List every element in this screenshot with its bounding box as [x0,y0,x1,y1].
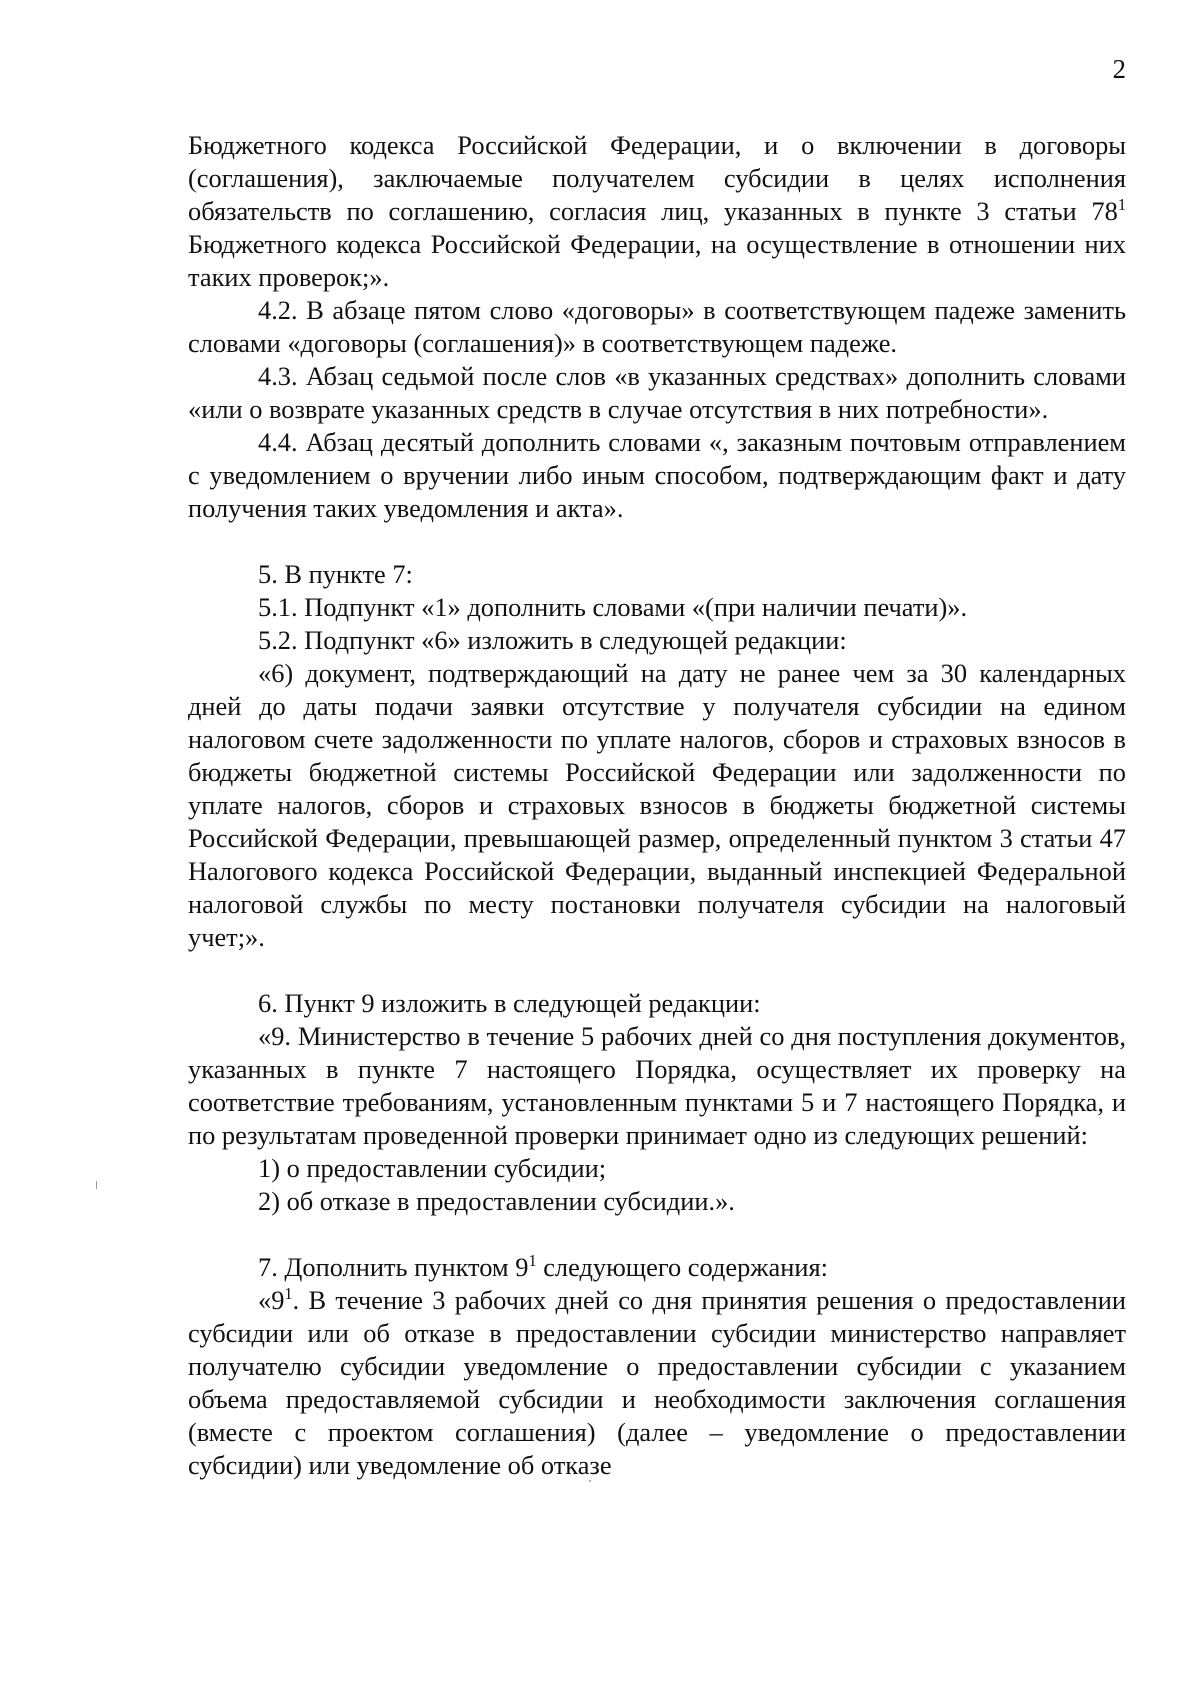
paragraph-text: 6. Пункт 9 изложить в следующей редакции: [258,988,761,1018]
paragraph [188,426,1126,525]
paragraph-text: 5.2. Подпункт «6» изложить в следующей редакции: [258,625,847,655]
paragraph-text: 4.2. В абзаце пятом слово «договоры» в соответствующем падеже заменить словами «договоры (соглашения)» в соответствующем падеже. [188,295,1126,358]
paragraph [188,360,1126,426]
paragraph-text: 4.4. Абзац десятый дополнить словами «, заказным почтовым отправлением с уведомлением о вручении либо иным способом, подтверждающим факт и дату получения таких уведомления и акта». [188,427,1126,523]
paragraph [188,591,1126,624]
document-body [188,129,1126,1482]
paragraph-text: 2) об отказе в предоставлении субсидии.». [258,1186,735,1216]
paragraph [188,129,1126,294]
paragraph-text: 5.1. Подпункт «1» дополнить словами «(при наличии печати)». [258,592,968,622]
scan-speck [589,1480,591,1482]
paragraph [188,1251,1126,1284]
paragraph-text: 1) о предоставлении субсидии; [258,1153,607,1183]
paragraph [188,624,1126,657]
list-item [188,1152,1126,1185]
scan-speck [96,1181,97,1189]
paragraph-text: . В течение 3 рабочих дней со дня принятия решения о предоставлении субсидии или об отказе в предоставлении субсидии министерство направляет получателю субсидии уведомление о предоставлении субсидии с указанием объема предоставляемой субсидии и необходимости заключения соглашения (вместе с проектом соглашения) (далее – уведомление о предоставлении субсидии) или уведомление об отказе [188,1285,1126,1480]
paragraph [188,558,1126,591]
paragraph [188,987,1126,1020]
paragraph-text: Бюджетного кодекса Российской Федерации, и о включении в договоры (соглашения), заключаемые получателем субсидии в целях исполнения обязательств по соглашению, согласия лиц, указанных в пункте 3 статьи 78 [188,130,1126,226]
paragraph-text: 5. В пункте 7: [258,559,413,589]
paragraph [188,657,1126,954]
paragraph-text: следующего содержания: [536,1252,828,1282]
paragraph [188,1284,1126,1482]
paragraph [188,294,1126,360]
superscript: 1 [528,1251,537,1271]
paragraph-text: 7. Дополнить пунктом 9 [258,1252,529,1282]
paragraph-text: «9. Министерство в течение 5 рабочих дней со дня поступления документов, указанных в пункте 7 настоящего Порядка, осуществляет их проверку на соответствие требованиям, установленным пунктами 5 и 7 настоящего Порядка, и по результатам проведенной проверки принимает одно из следующих решений: [188,1021,1126,1150]
list-item [188,1185,1126,1218]
page-number: 2 [1112,54,1126,84]
paragraph-text: 4.3. Абзац седьмой после слов «в указанных средствах» дополнить словами «или о возврате указанных средств в случае отсутствия в них потребности». [188,361,1126,424]
paragraph [188,1020,1126,1152]
paragraph-text: «9 [258,1285,285,1315]
paragraph-text: Бюджетного кодекса Российской Федерации, на осуществление в отношении них таких проверок;». [188,229,1126,292]
superscript: 1 [284,1284,293,1304]
superscript: 1 [1117,195,1126,215]
paragraph-text: «6) документ, подтверждающий на дату не ранее чем за 30 календарных дней до даты подачи заявки отсутствие у получателя субсидии на едином налоговом счете задолженности по уплате налогов, сборов и страховых взносов в бюджеты бюджетной системы Российской Федерации или задолженности по уплате налогов, сборов и страховых взносов в бюджеты бюджетной системы Российской Федерации, превышающей размер, определенный пунктом 3 статьи 47 Налогового кодекса Российской Федерации, выданный инспекцией Федеральной налоговой службы по месту постановки получателя субсидии на налоговый учет;». [188,658,1126,952]
